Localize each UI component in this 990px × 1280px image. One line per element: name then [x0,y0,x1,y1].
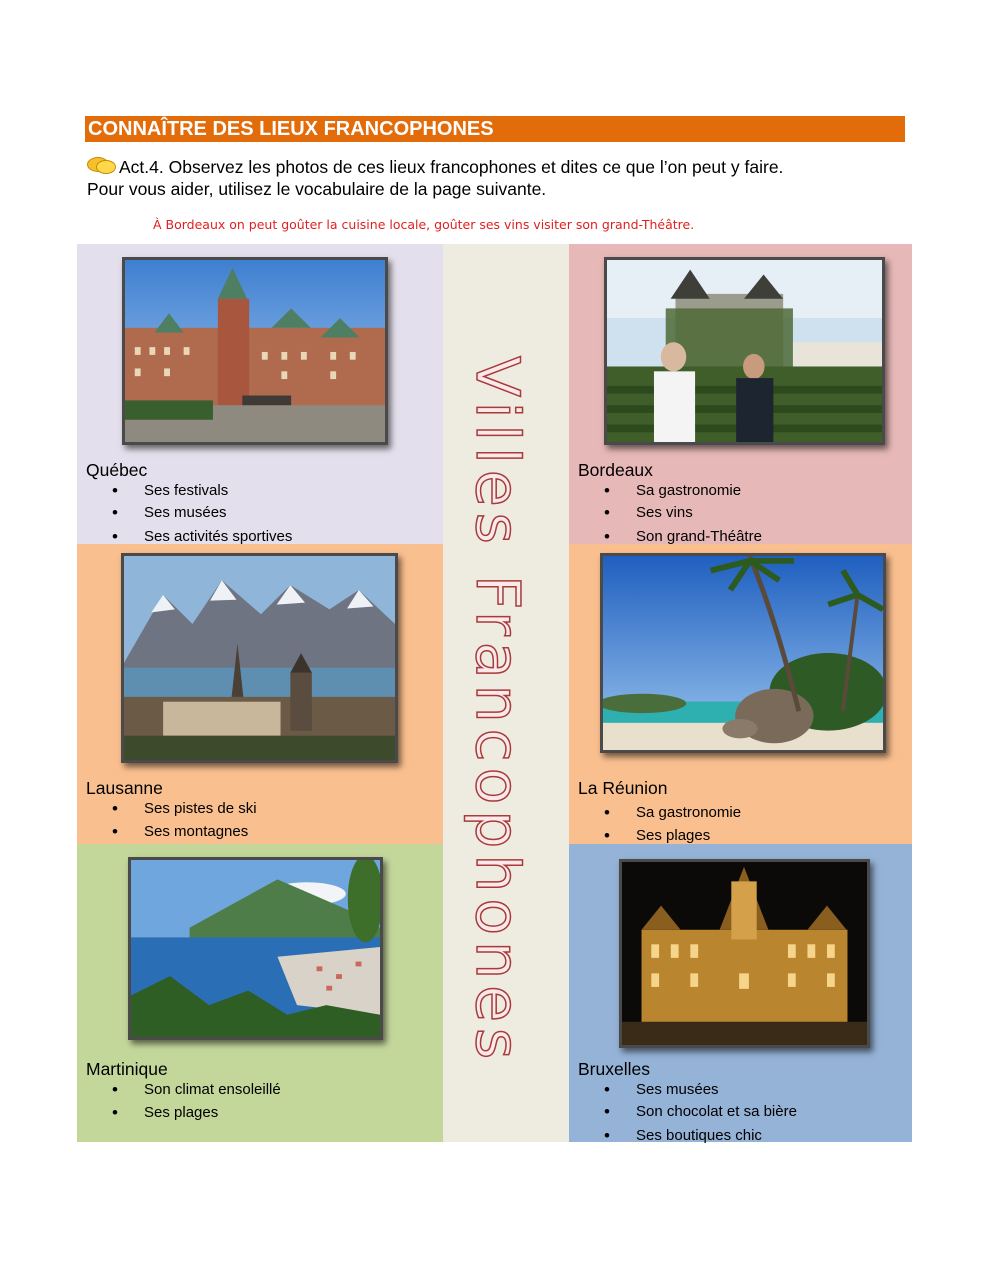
reunion-photo [600,553,886,753]
list-item: • Ses vins [578,503,908,525]
list-item: • Ses musées [578,1080,908,1102]
quebec-name: Québec [86,460,148,480]
martinique-list [86,1080,436,1125]
list-item: • Ses plages [86,1103,436,1125]
vertical-title: Villes Francophones [462,356,532,1066]
list-item: • Sa gastronomie [578,481,908,503]
list-item: • Ses pistes de ski [86,799,436,821]
list-item: • Sa gastronomie [578,803,908,825]
bruxelles-list [578,1080,908,1148]
bruxelles-photo [619,859,870,1048]
list-item: • Ses activités sportives [86,527,436,549]
section-heading: CONNAÎTRE DES LIEUX FRANCOPHONES [85,116,905,142]
instruction-line-2: Pour vous aider, utilisez le vocabulaire de la page suivante. [87,179,547,199]
instructions [87,156,887,200]
bordeaux-photo [604,257,885,445]
instruction-line-1: Act.4. Observez les photos de ces lieux francophones et dites ce que l’on peut y faire. [119,157,784,177]
martinique-photo [128,857,383,1040]
martinique-name: Martinique [86,1059,168,1079]
list-item: • Son chocolat et sa bière [578,1102,908,1124]
lausanne-name: Lausanne [86,778,163,798]
speech-bubble-icon [87,157,115,175]
list-item: • Ses boutiques chic [578,1126,908,1148]
quebec-list [86,481,436,549]
list-item: • Son climat ensoleillé [86,1080,436,1102]
lausanne-list [86,799,436,844]
lausanne-photo [121,553,398,763]
list-item: • Ses montagnes [86,822,436,844]
list-item: • Ses plages [578,826,908,848]
list-item: • Ses musées [86,503,436,525]
bordeaux-list [578,481,908,549]
list-item: • Ses festivals [86,481,436,503]
reunion-name: La Réunion [578,778,668,798]
vertical-title-wrap [462,356,532,1066]
example-sentence: À Bordeaux on peut goûter la cuisine locale, goûter ses vins visiter son grand-Théâtre. [153,217,695,232]
list-item: • Son grand-Théâtre [578,527,908,549]
bruxelles-name: Bruxelles [578,1059,650,1079]
quebec-photo [122,257,388,445]
reunion-list [578,803,908,848]
bordeaux-name: Bordeaux [578,460,653,480]
